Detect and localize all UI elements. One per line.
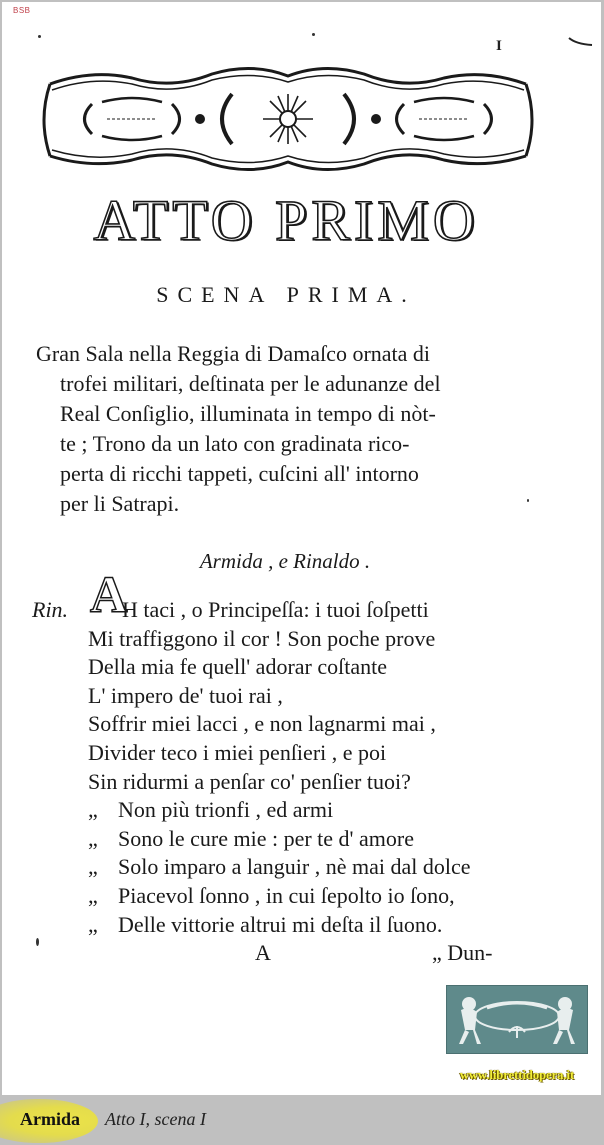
stage-direction	[36, 339, 556, 519]
verse-text: Delle vittorie altrui mi deſta il ſuono.	[118, 911, 443, 937]
catchword: „ Dun-	[432, 940, 493, 965]
website-link[interactable]: www.librettidopera.it	[459, 1068, 575, 1082]
quote-mark: „	[88, 825, 98, 851]
stage-direction-line: te ; Trono da un lato con gradinata rico-	[60, 431, 410, 456]
ink-speck	[38, 35, 41, 38]
dialogue-verses	[88, 596, 568, 939]
signature-mark: A	[255, 940, 271, 965]
scene-title: SCENA PRIMA.	[156, 282, 416, 307]
verse-line	[88, 825, 568, 854]
ink-speck	[312, 33, 315, 36]
ink-speck	[527, 499, 529, 502]
act-title: ATTO PRIMO	[93, 188, 479, 253]
verse-line: Della mia fe quell' adorar coſtante	[88, 654, 387, 680]
verse-line: Soffrir miei lacci , e non lagnarmi mai ,	[88, 711, 436, 737]
verse-line: Divider teco i miei penſieri , e poi	[88, 739, 387, 765]
drop-cap: A	[90, 567, 128, 624]
stage-direction-line: trofei militari, deſtinata per le adunanze del	[60, 371, 441, 396]
verse-text: Sono le cure mie : per te d' amore	[118, 825, 414, 851]
source-label: BSB	[13, 6, 31, 15]
stage-direction-line: perta di ricchi tappeti, cuſcini all' intorno	[60, 461, 419, 486]
verse-line: Mi traffiggono il cor ! Son poche prove	[88, 625, 436, 651]
verse-line: H taci , o Principeſſa: i tuoi ſoſpetti	[122, 597, 429, 622]
libretto-page	[2, 2, 601, 1095]
cherubs-wreath-icon	[447, 986, 587, 1053]
verse-line: Sin ridurmi a penſar co' penſier tuoi?	[88, 768, 411, 794]
stage-direction-line: Real Conſiglio, illuminata in tempo di nòt-	[60, 401, 436, 426]
speaker-label: Rin.	[32, 597, 69, 622]
librettidopera-logo[interactable]	[446, 985, 588, 1054]
ink-mark-icon	[568, 36, 594, 46]
quote-mark: „	[88, 882, 98, 908]
verse-line: L' impero de' tuoi rai ,	[88, 682, 283, 708]
verse-line	[88, 882, 568, 911]
verse-line	[88, 853, 568, 882]
verse-text: Solo imparo a languir , nè mai dal dolce	[118, 854, 471, 880]
verse-line	[88, 796, 568, 825]
verse-text: Non più trionfi , ed armi	[118, 797, 334, 823]
ink-speck	[36, 938, 39, 946]
verse-text: Piacevol ſonno , in cui ſepolto io ſono,	[118, 882, 455, 908]
opera-title[interactable]: Armida	[20, 1109, 80, 1129]
quote-mark: „	[88, 911, 98, 937]
quote-mark: „	[88, 797, 98, 823]
verse-line	[88, 911, 568, 940]
characters-on-stage: Armida , e Rinaldo .	[199, 549, 371, 573]
decorative-ornament-banner-icon	[32, 64, 544, 174]
footer-bar	[0, 1095, 604, 1145]
stage-direction-line: Gran Sala nella Reggia di Damaſco ornata di	[36, 341, 431, 366]
quote-mark: „	[88, 854, 98, 880]
scene-label: Atto I, scena I	[105, 1109, 206, 1129]
page-number: I	[496, 38, 502, 54]
stage-direction-line: per li Satrapi.	[60, 491, 180, 516]
